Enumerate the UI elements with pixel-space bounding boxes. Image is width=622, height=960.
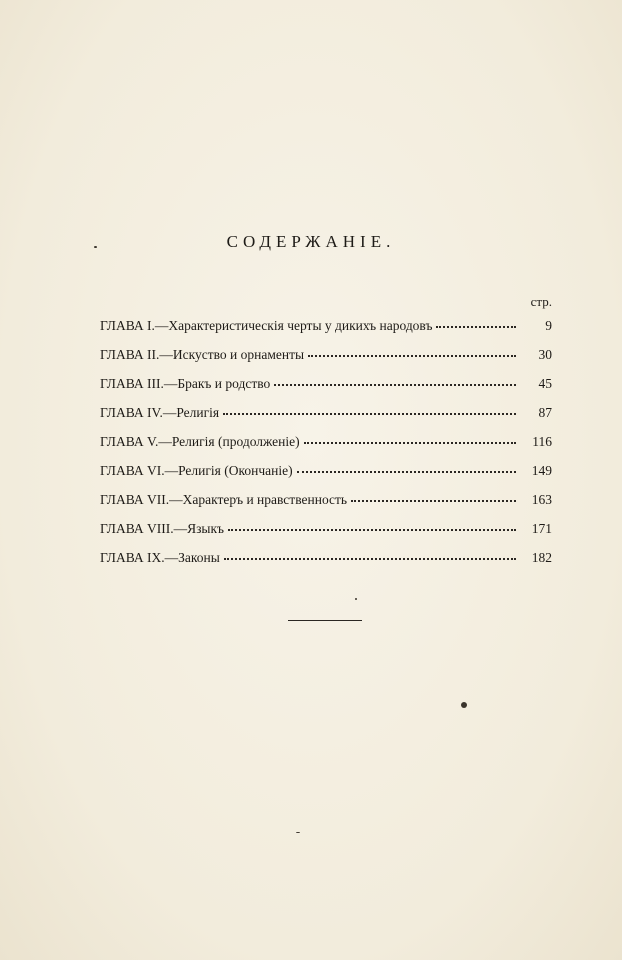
table-of-contents (100, 318, 552, 579)
toc-entry-page: 9 (545, 318, 552, 333)
page-title: СОДЕРЖАНІЕ. (226, 232, 396, 251)
toc-entry-label: ГЛАВА II.—Искуство и орнаменты (100, 347, 305, 362)
toc-entry-page: 149 (531, 463, 552, 478)
dot-leader (274, 384, 516, 386)
toc-entry-label: ГЛАВА IX.—Законы (100, 550, 220, 565)
toc-entry-label: ГЛАВА I.—Характеристическія черты у дикихъ народовъ (100, 318, 433, 333)
dot-leader (223, 413, 516, 415)
toc-entry (100, 405, 552, 434)
toc-entry (100, 521, 552, 550)
toc-entry-page: 163 (531, 492, 552, 507)
toc-entry-page: 87 (538, 405, 552, 420)
toc-entry-page: 45 (538, 376, 552, 391)
toc-entry-label: ГЛАВА V.—Религія (продолженіе) (100, 434, 300, 449)
ink-speck (461, 702, 467, 708)
dot-leader (297, 471, 516, 473)
toc-entry (100, 492, 552, 521)
dot-leader (308, 355, 516, 357)
page-column-label: стр. (530, 294, 552, 309)
ink-speck (94, 246, 97, 248)
toc-entry-page: 116 (532, 434, 552, 449)
toc-entry-label: ГЛАВА VIII.—Языкъ (100, 521, 225, 536)
dot-leader (436, 326, 516, 328)
toc-entry (100, 434, 552, 463)
toc-entry (100, 550, 552, 579)
dot-leader (228, 529, 516, 531)
end-rule (288, 620, 362, 621)
toc-entry (100, 318, 552, 347)
toc-entry-page: 30 (538, 347, 552, 362)
ink-speck (296, 832, 300, 833)
dot-leader (304, 442, 516, 444)
toc-entry-label: ГЛАВА VII.—Характеръ и нравственность (100, 492, 348, 507)
dot-leader (224, 558, 516, 560)
toc-entry-label: ГЛАВА VI.—Религія (Окончаніе) (100, 463, 293, 478)
toc-entry-page: 171 (531, 521, 552, 536)
toc-entry (100, 347, 552, 376)
toc-entry (100, 376, 552, 405)
toc-entry (100, 463, 552, 492)
toc-entry-page: 182 (531, 550, 552, 565)
toc-entry-label: ГЛАВА IV.—Религія (100, 405, 220, 420)
toc-entry-label: ГЛАВА III.—Бракъ и родство (100, 376, 271, 391)
dot-leader (351, 500, 516, 502)
ink-speck (355, 598, 357, 600)
